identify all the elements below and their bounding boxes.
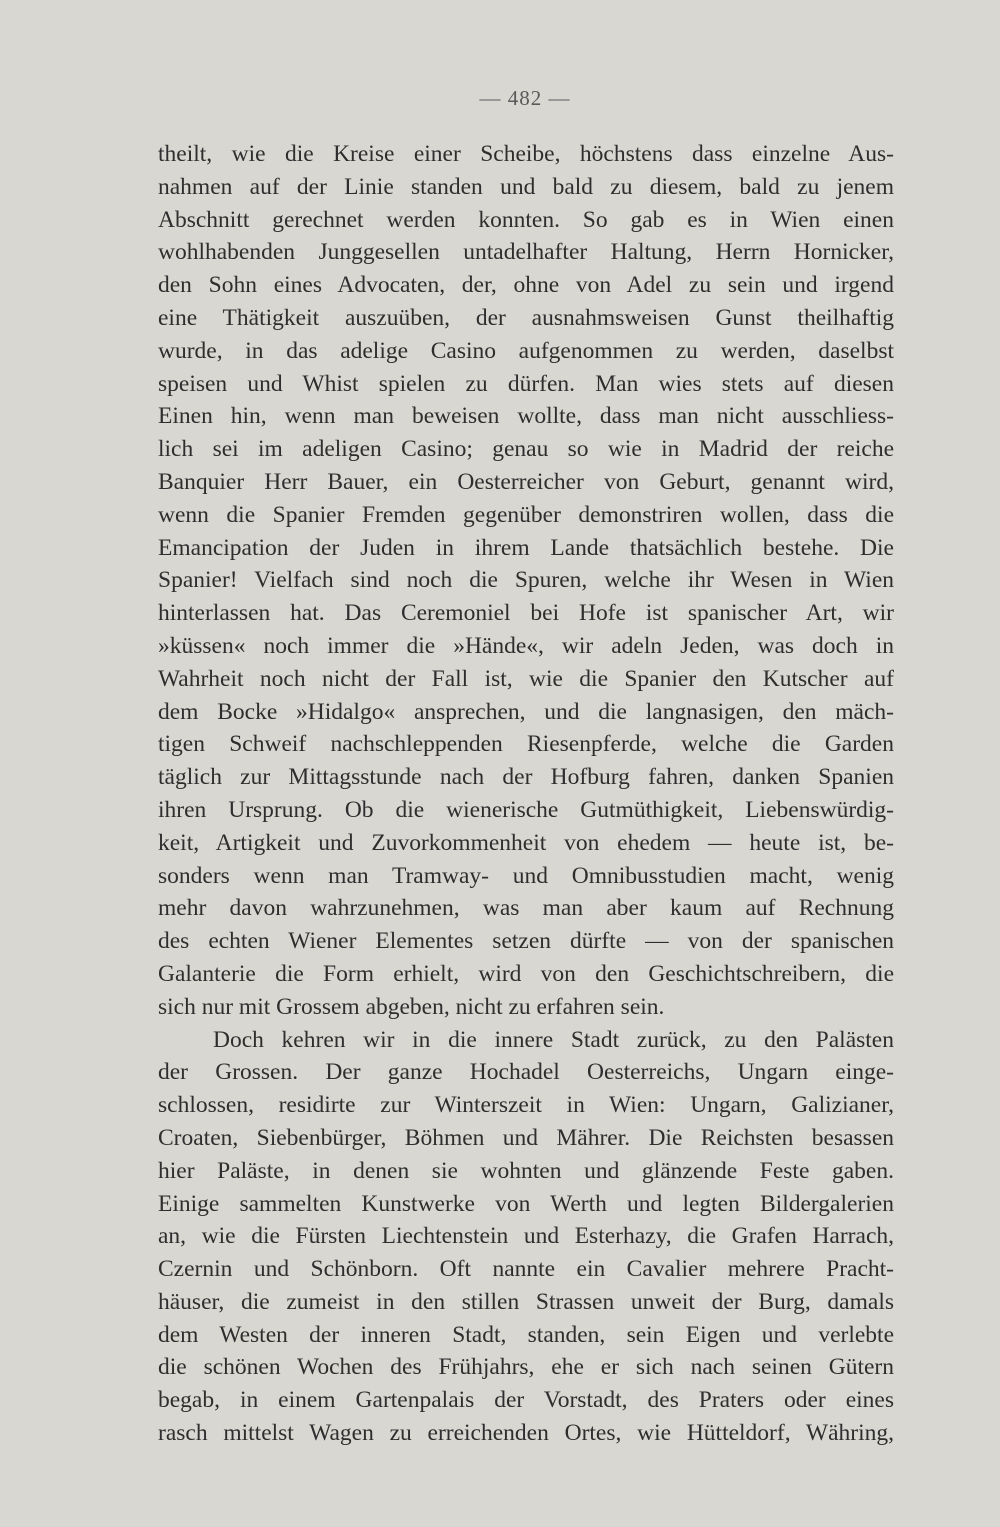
text-line: tigen Schweif nachschleppenden Riesenpferde, welche die Garden — [158, 731, 894, 758]
text-line: sonders wenn man Tramway- und Omnibusstudien macht, wenig — [158, 862, 894, 889]
text-line: schlossen, residirte zur Winterszeit in Wien: Ungarn, Galizianer, — [158, 1092, 894, 1119]
text-line: wohlhabenden Junggesellen untadelhafter Haltung, Herrn Hornicker, — [158, 239, 894, 266]
text-line: lich sei im adeligen Casino; genau so wie in Madrid der reiche — [158, 436, 894, 463]
text-line: speisen und Whist spielen zu dürfen. Man wies stets auf diesen — [158, 370, 894, 397]
text-line: Galanterie die Form erhielt, wird von den Geschichtschreibern, die — [158, 960, 894, 987]
body-text — [158, 138, 894, 1450]
text-line: häuser, die zumeist in den stillen Strassen unweit der Burg, damals — [158, 1288, 894, 1315]
text-line: Czernin und Schönborn. Oft nannte ein Cavalier mehrere Pracht- — [158, 1256, 894, 1283]
text-line: den Sohn eines Advocaten, der, ohne von Adel zu sein und irgend — [158, 272, 894, 299]
page-number: — 482 — — [479, 86, 571, 110]
text-line: die schönen Wochen des Frühjahrs, ehe er sich nach seinen Gütern — [158, 1354, 894, 1381]
text-line: Abschnitt gerechnet werden konnten. So gab es in Wien einen — [158, 206, 894, 233]
text-line: dem Bocke »Hidalgo« ansprechen, und die langnasigen, den mäch- — [158, 698, 894, 725]
text-line: nahmen auf der Linie standen und bald zu diesem, bald zu jenem — [158, 173, 894, 200]
text-line: eine Thätigkeit auszuüben, der ausnahmsweisen Gunst theilhaftig — [158, 304, 894, 331]
text-line: mehr davon wahrzunehmen, was man aber kaum auf Rechnung — [158, 895, 894, 922]
text-line: sich nur mit Grossem abgeben, nicht zu erfahren sein. — [158, 993, 665, 1020]
text-line: Doch kehren wir in die innere Stadt zurück, zu den Palästen — [213, 1026, 894, 1053]
text-line: Spanier! Vielfach sind noch die Spuren, welche ihr Wesen in Wien — [158, 567, 894, 594]
text-line: ihren Ursprung. Ob die wienerische Gutmüthigkeit, Liebenswürdig- — [158, 796, 894, 823]
text-line: wurde, in das adelige Casino aufgenommen zu werden, daselbst — [158, 337, 894, 364]
text-line: Emancipation der Juden in ihrem Lande thatsächlich bestehe. Die — [158, 534, 894, 561]
text-line: an, wie die Fürsten Liechtenstein und Esterhazy, die Grafen Harrach, — [158, 1223, 894, 1250]
text-line: Croaten, Siebenbürger, Böhmen und Mährer. Die Reichsten besassen — [158, 1124, 894, 1151]
text-line: wenn die Spanier Fremden gegenüber demonstriren wollen, dass die — [158, 501, 894, 528]
text-line: Wahrheit noch nicht der Fall ist, wie die Spanier den Kutscher auf — [158, 665, 894, 692]
text-line: der Grossen. Der ganze Hochadel Oesterreichs, Ungarn einge- — [158, 1059, 894, 1086]
text-line: rasch mittelst Wagen zu erreichenden Ortes, wie Hütteldorf, Währing, — [158, 1420, 894, 1447]
text-line: dem Westen der inneren Stadt, standen, sein Eigen und verlebte — [158, 1321, 894, 1348]
text-line: Einige sammelten Kunstwerke von Werth und legten Bildergalerien — [158, 1190, 894, 1217]
text-line: täglich zur Mittagsstunde nach der Hofburg fahren, danken Spanien — [158, 764, 894, 791]
text-line: des echten Wiener Elementes setzen dürfte — von der spanischen — [158, 928, 894, 955]
text-line: begab, in einem Gartenpalais der Vorstadt, des Praters oder eines — [158, 1387, 894, 1414]
text-line: theilt, wie die Kreise einer Scheibe, höchstens dass einzelne Aus- — [158, 141, 894, 167]
text-line: keit, Artigkeit und Zuvorkommenheit von ehedem — heute ist, be- — [158, 829, 894, 856]
text-line: Einen hin, wenn man beweisen wollte, dass man nicht ausschliess- — [158, 403, 894, 430]
text-line: »küssen« noch immer die »Hände«, wir adeln Jeden, was doch in — [158, 632, 894, 659]
paragraph-2 — [158, 1024, 894, 1450]
paragraph-1 — [158, 138, 894, 1024]
text-line: hinterlassen hat. Das Ceremoniel bei Hofe ist spanischer Art, wir — [158, 600, 894, 627]
text-line: Banquier Herr Bauer, ein Oesterreicher von Geburt, genannt wird, — [158, 468, 894, 495]
text-line: hier Paläste, in denen sie wohnten und glänzende Feste gaben. — [158, 1157, 894, 1184]
